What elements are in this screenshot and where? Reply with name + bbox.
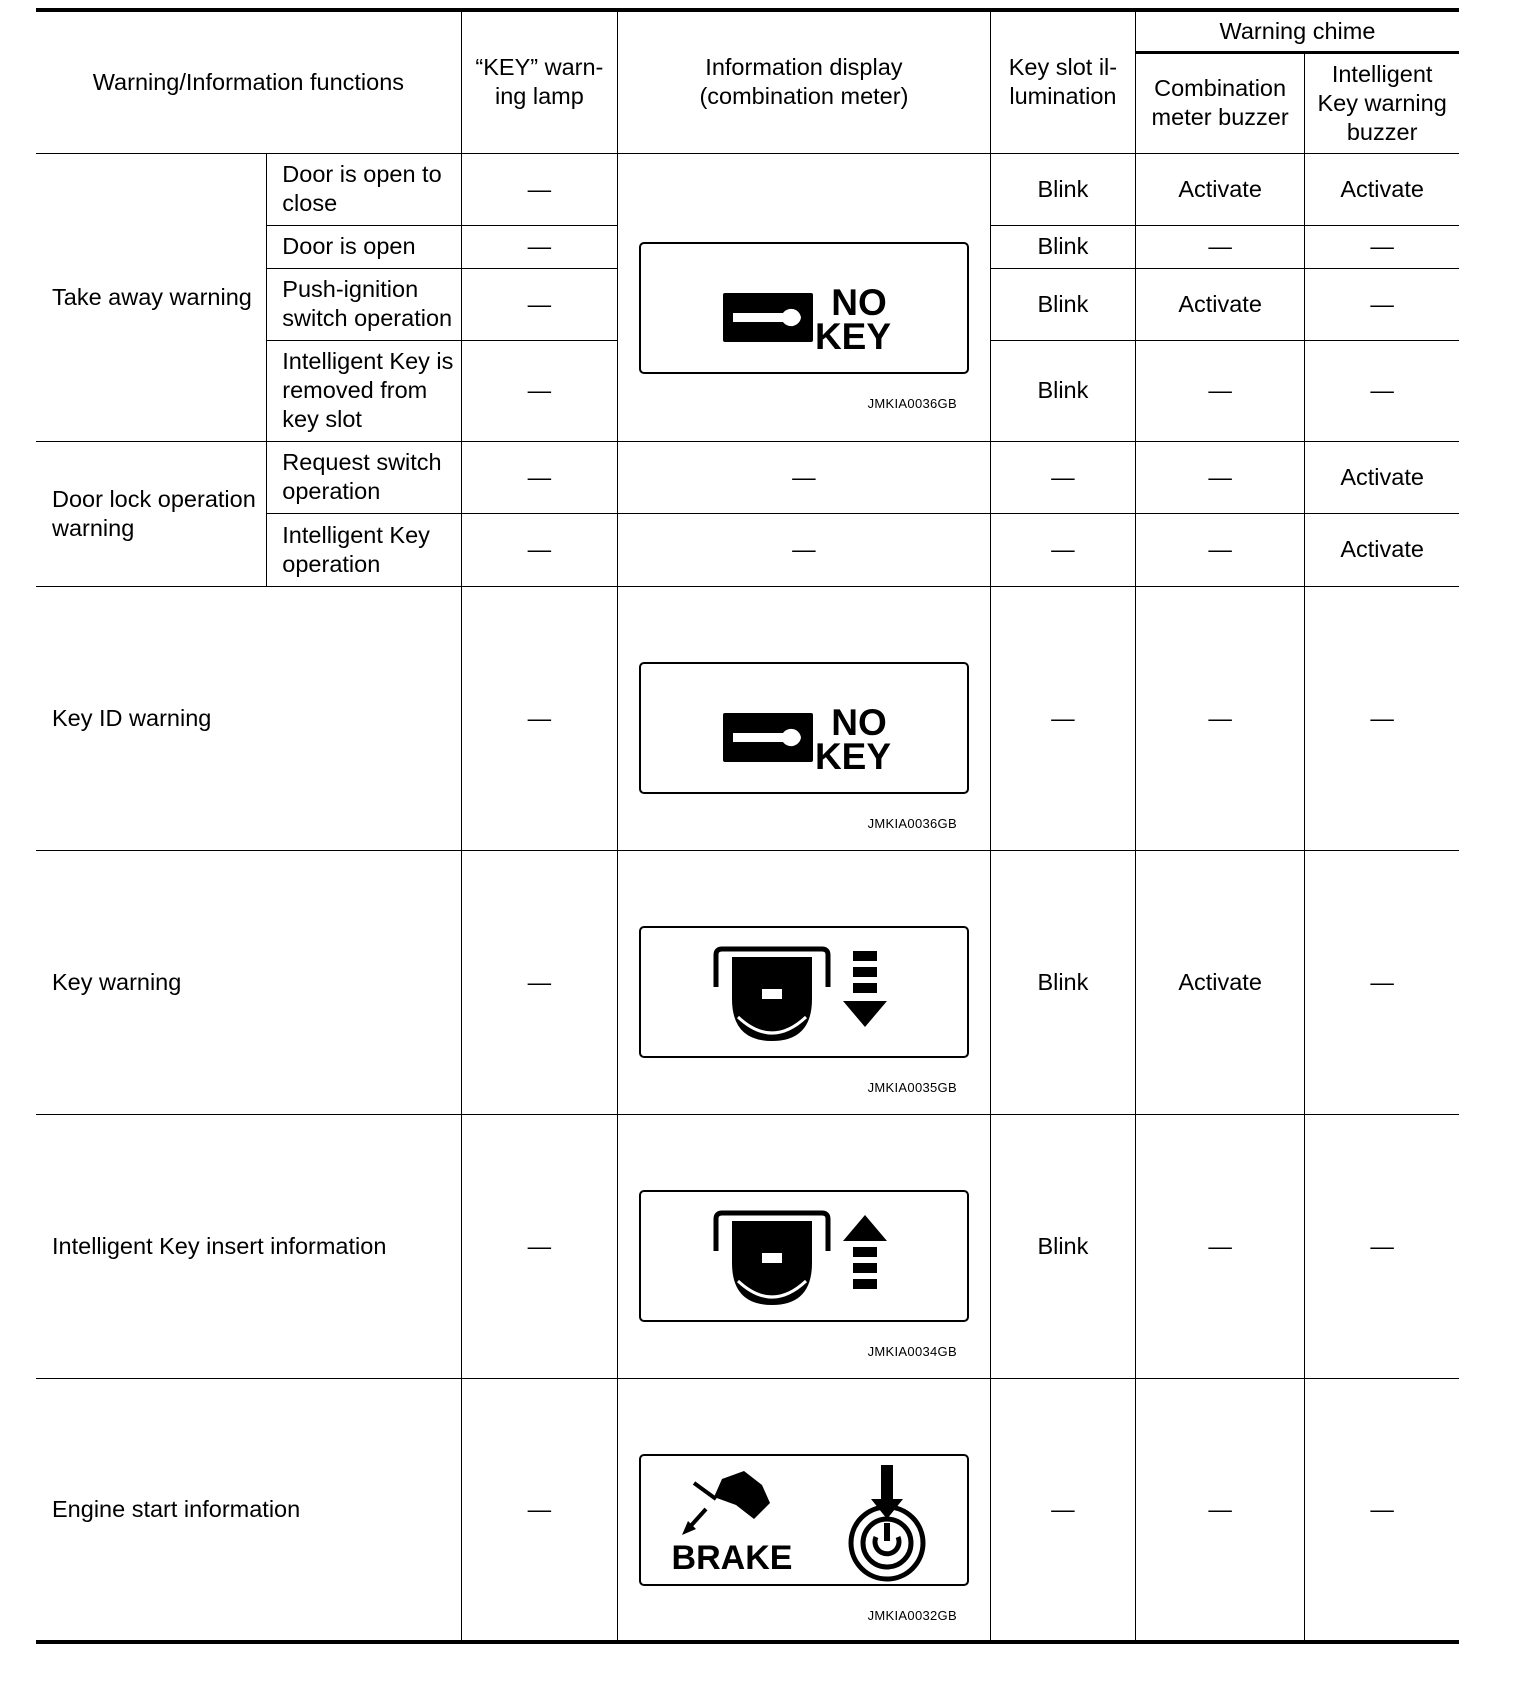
meter-buzzer-value: — (1135, 340, 1304, 441)
ik-buzzer-value: — (1305, 225, 1459, 268)
sub-function: Push-ignition switch operation (267, 268, 462, 340)
meter-buzzer-value: — (1135, 1114, 1304, 1378)
ik-buzzer-value: — (1305, 1114, 1459, 1378)
key-slot-eject-icon (704, 937, 904, 1047)
engine-start-display (639, 1454, 969, 1586)
key-slot-value: — (990, 441, 1135, 513)
header-key-lamp: “KEY” warn-ing lamp (461, 10, 617, 153)
key-slot-value: Blink (990, 153, 1135, 225)
key-lamp-value: — (461, 268, 617, 340)
header-functions: Warning/Information functions (36, 10, 461, 153)
ik-buzzer-value: — (1305, 268, 1459, 340)
figure-code: JMKIA0035GB (867, 1079, 957, 1095)
header-ik-buzzer: Intelligent Key warning buzzer (1305, 52, 1459, 153)
ik-buzzer-value: Activate (1305, 441, 1459, 513)
key-slot-value: — (990, 513, 1135, 586)
meter-buzzer-value: — (1135, 1378, 1304, 1642)
display-value: — (617, 441, 990, 513)
key-warning-display (639, 926, 969, 1058)
ik-buzzer-value: — (1305, 1378, 1459, 1642)
meter-buzzer-value: — (1135, 513, 1304, 586)
no-key-line2: KEY (814, 315, 891, 357)
meter-buzzer-value: — (1135, 586, 1304, 850)
ik-insert-display (639, 1190, 969, 1322)
brake-pedal-push-button-icon (644, 1457, 964, 1583)
display-engine-start (617, 1378, 990, 1642)
brake-text: BRAKE (671, 1538, 793, 1577)
key-lamp-value: — (461, 586, 617, 850)
header-info-display: Information display (combination meter) (617, 10, 990, 153)
display-key-id (617, 586, 990, 850)
table-row (36, 1114, 1459, 1378)
group-ik-insert: Intelligent Key insert information (36, 1114, 461, 1378)
table-row (36, 153, 1459, 225)
sub-function: Intelligent Key operation (267, 513, 462, 586)
no-key-display (639, 662, 969, 794)
key-icon (709, 258, 899, 358)
display-key-warning (617, 850, 990, 1114)
header-warning-chime: Warning chime (1135, 10, 1459, 52)
no-key-line1: NO (831, 281, 887, 323)
sub-function: Intelligent Key is removed from key slot (267, 340, 462, 441)
key-slot-value: Blink (990, 1114, 1135, 1378)
meter-buzzer-value: Activate (1135, 268, 1304, 340)
no-key-line2: KEY (814, 735, 891, 777)
key-lamp-value: — (461, 153, 617, 225)
meter-buzzer-value: — (1135, 225, 1304, 268)
ik-buzzer-value: — (1305, 340, 1459, 441)
header-meter-buzzer: Combination meter buzzer (1135, 52, 1304, 153)
group-take-away: Take away warning (36, 153, 267, 441)
table-row (36, 441, 1459, 513)
key-icon (709, 678, 899, 778)
key-lamp-value: — (461, 441, 617, 513)
ik-buzzer-value: — (1305, 586, 1459, 850)
key-slot-value: — (990, 586, 1135, 850)
warning-functions-table (36, 8, 1459, 1644)
key-slot-insert-icon (704, 1201, 904, 1311)
sub-function: Door is open to close (267, 153, 462, 225)
meter-buzzer-value: Activate (1135, 850, 1304, 1114)
group-door-lock: Door lock operation warning (36, 441, 267, 586)
key-slot-value: Blink (990, 268, 1135, 340)
ik-buzzer-value: — (1305, 850, 1459, 1114)
table-row (36, 586, 1459, 850)
ik-buzzer-value: Activate (1305, 153, 1459, 225)
key-lamp-value: — (461, 340, 617, 441)
key-lamp-value: — (461, 513, 617, 586)
key-lamp-value: — (461, 225, 617, 268)
key-lamp-value: — (461, 850, 617, 1114)
ik-buzzer-value: Activate (1305, 513, 1459, 586)
table-row (36, 1378, 1459, 1642)
figure-code: JMKIA0036GB (867, 815, 957, 831)
group-engine-start: Engine start information (36, 1378, 461, 1642)
key-slot-value: — (990, 1378, 1135, 1642)
key-lamp-value: — (461, 1378, 617, 1642)
group-key-warning: Key warning (36, 850, 461, 1114)
figure-code: JMKIA0034GB (867, 1343, 957, 1359)
no-key-display (639, 242, 969, 374)
group-key-id: Key ID warning (36, 586, 461, 850)
display-value: — (617, 513, 990, 586)
key-lamp-value: — (461, 1114, 617, 1378)
meter-buzzer-value: Activate (1135, 153, 1304, 225)
key-slot-value: Blink (990, 340, 1135, 441)
table-row (36, 850, 1459, 1114)
sub-function: Door is open (267, 225, 462, 268)
key-slot-value: Blink (990, 850, 1135, 1114)
sub-function: Request switch operation (267, 441, 462, 513)
key-slot-value: Blink (990, 225, 1135, 268)
meter-buzzer-value: — (1135, 441, 1304, 513)
display-take-away (617, 153, 990, 441)
display-ik-insert (617, 1114, 990, 1378)
figure-code: JMKIA0032GB (867, 1607, 957, 1623)
header-key-slot: Key slot il-lumination (990, 10, 1135, 153)
no-key-line1: NO (831, 701, 887, 743)
figure-code: JMKIA0036GB (867, 395, 957, 411)
